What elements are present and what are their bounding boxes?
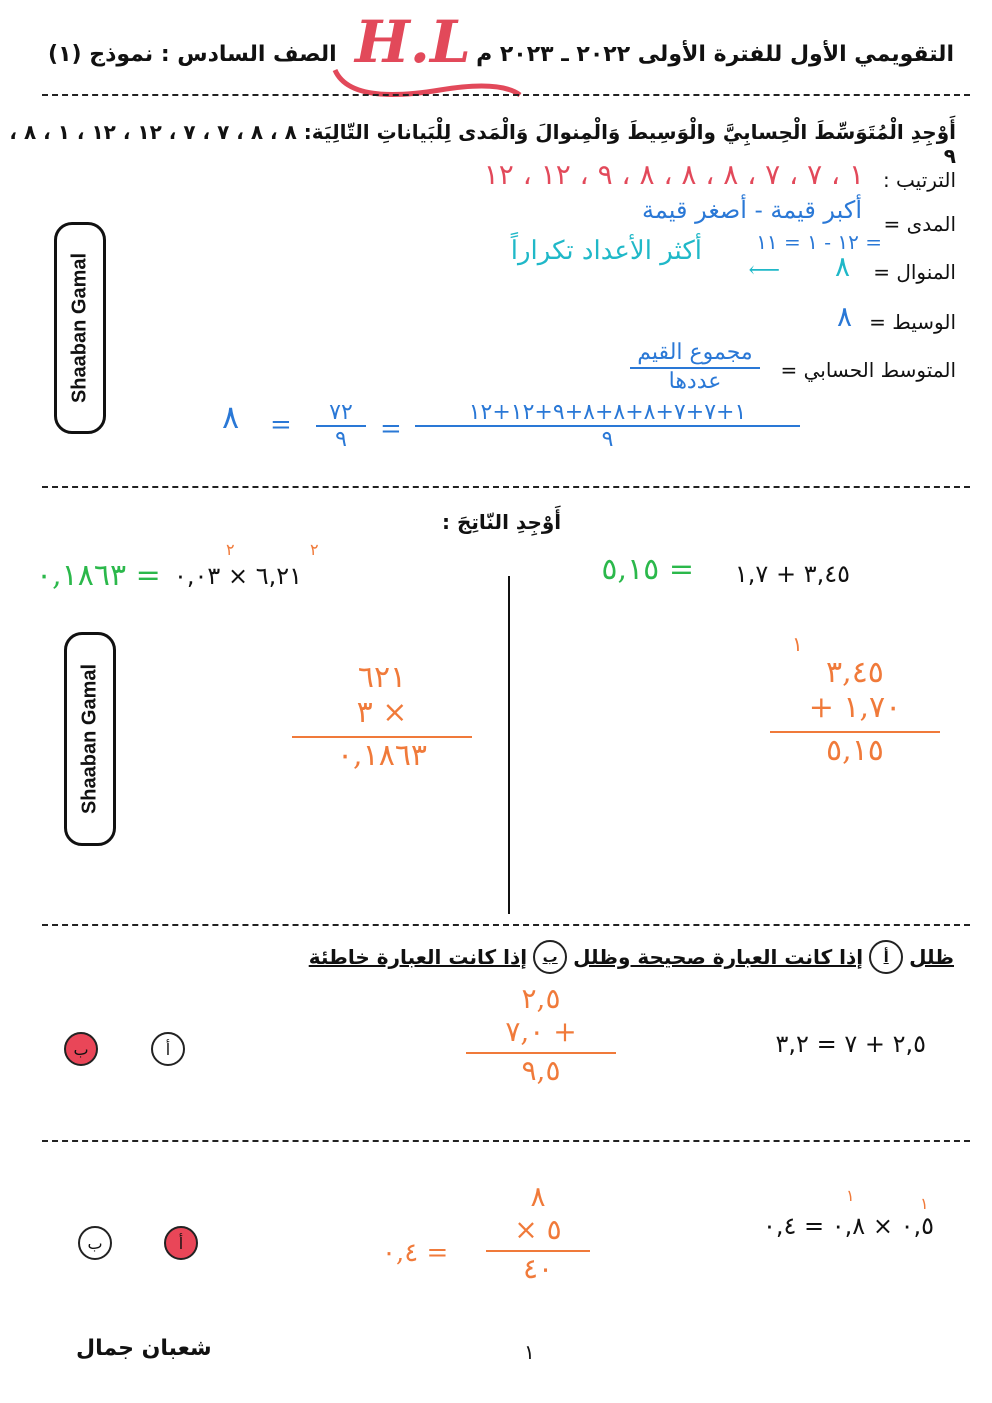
mean-calc-sum: ١+٧+٧+٨+٨+٨+٩+١٢+١٢ ٩ — [415, 400, 800, 452]
mode-label: المنوال = — [873, 260, 956, 284]
instr-shade: ظلل — [909, 945, 954, 969]
exam-title: التقويمي الأول للفترة الأولى ٢٠٢٢ ـ ٢٠٢٣ م — [476, 42, 954, 67]
decimal-count-mark: ٢ — [226, 540, 235, 559]
q2-left-answer: = ٠,١٨٦٣ — [36, 558, 161, 593]
order-answer: ١ ، ٧ ، ٧ ، ٨ ، ٨ ، ٨ ، ٩ ، ١٢ ، ١٢ — [483, 158, 864, 191]
q3-instruction — [309, 940, 954, 974]
decimal-count-mark: ١ — [920, 1194, 929, 1213]
item2-work: ٨ ٥ × ٤٠ — [486, 1180, 590, 1285]
q2-right-work: ٣,٤٥ ١,٧٠ + ٥,١٥ — [770, 655, 940, 768]
divider — [42, 486, 970, 488]
teacher-mark: H.L — [355, 8, 471, 76]
footer-author: شعبان جمال — [76, 1336, 212, 1361]
item1-option-a[interactable]: أ — [151, 1032, 185, 1066]
mode-arrow-icon: ⟵ — [748, 258, 780, 283]
median-value: ٨ — [836, 300, 852, 333]
mean-result: ٨ — [222, 398, 240, 436]
item1-work: ٢,٥ + ٧,٠ ٩,٥ — [466, 982, 616, 1087]
divider — [42, 1140, 970, 1142]
equals-sign: = — [270, 410, 292, 440]
q2-right-answer: = ٥,١٥ — [601, 552, 694, 587]
q2-left-expression: ٦,٢١ × ٠,٠٣ — [174, 562, 302, 590]
item1-option-b[interactable]: ب — [64, 1032, 98, 1066]
q2-right-expression: ٣,٤٥ + ١,٧ — [734, 560, 850, 588]
decimal-count-mark: ١ — [846, 1186, 855, 1205]
range-label: المدى = — [883, 212, 956, 236]
order-label: الترتيب : — [882, 168, 956, 192]
option-b-icon: ب — [533, 940, 567, 974]
item2-expression: ٠,٥ × ٠,٨ = ٠,٤ — [762, 1212, 934, 1240]
mode-note: أكثر الأعداد تكراراً — [510, 236, 702, 266]
q1-prompt: أَوْجِدِ الْمُتَوَسِّطَ الْحِسابِيَّ والْوَسِيطَ وَالْمِنوالَ وَالْمَدى لِلْبَياناتِ التّالِيَة: ٨ ، ٨ ، ٧ ، ٧ ، ١٢ ، ١٢ ، ١ ، ٨ ، ٩ — [9, 120, 956, 168]
page-number: ١ — [524, 1340, 535, 1364]
carry-digit: ١ — [792, 632, 803, 656]
median-label: الوسيط = — [869, 310, 956, 334]
item2-option-a[interactable]: أ — [164, 1226, 198, 1260]
teacher-mark-underline — [330, 50, 530, 110]
instr-false: إذا كانت العبارة خاطئة — [308, 945, 528, 969]
mode-value: ٨ — [834, 250, 850, 283]
divider — [42, 94, 970, 96]
item2-answer: = ٠,٤ — [382, 1238, 449, 1268]
column-divider — [508, 576, 510, 914]
equals-sign: = — [380, 414, 402, 444]
grade-label: الصف السادس : نموذج (١) — [48, 42, 337, 67]
item2-option-b[interactable]: ب — [78, 1226, 112, 1260]
divider — [42, 924, 970, 926]
item1-expression: ٢,٥ + ٧ = ٣,٢ — [775, 1030, 926, 1058]
decimal-count-mark: ٢ — [310, 540, 319, 559]
author-side-label: Shaaban Gamal — [64, 632, 116, 846]
mean-formula: مجموع القيم عددها — [630, 340, 760, 394]
author-side-label: Shaaban Gamal — [54, 222, 106, 434]
range-definition: أكبر قيمة - أصغر قيمة — [642, 196, 862, 224]
option-a-icon: أ — [869, 940, 903, 974]
q2-prompt: أَوْجِدِ النّاتِجَ : — [442, 510, 562, 534]
range-calculation: = ١٢ - ١ = ١١ — [756, 230, 882, 254]
mean-calc-fraction: ٧٢ ٩ — [316, 400, 366, 452]
q2-left-work: ٦٢١ × ٣ ٠,١٨٦٣ — [292, 660, 472, 773]
instr-true: إذا كانت العبارة صحيحة وظلل — [573, 945, 864, 969]
mean-label: المتوسط الحسابي = — [780, 358, 956, 382]
